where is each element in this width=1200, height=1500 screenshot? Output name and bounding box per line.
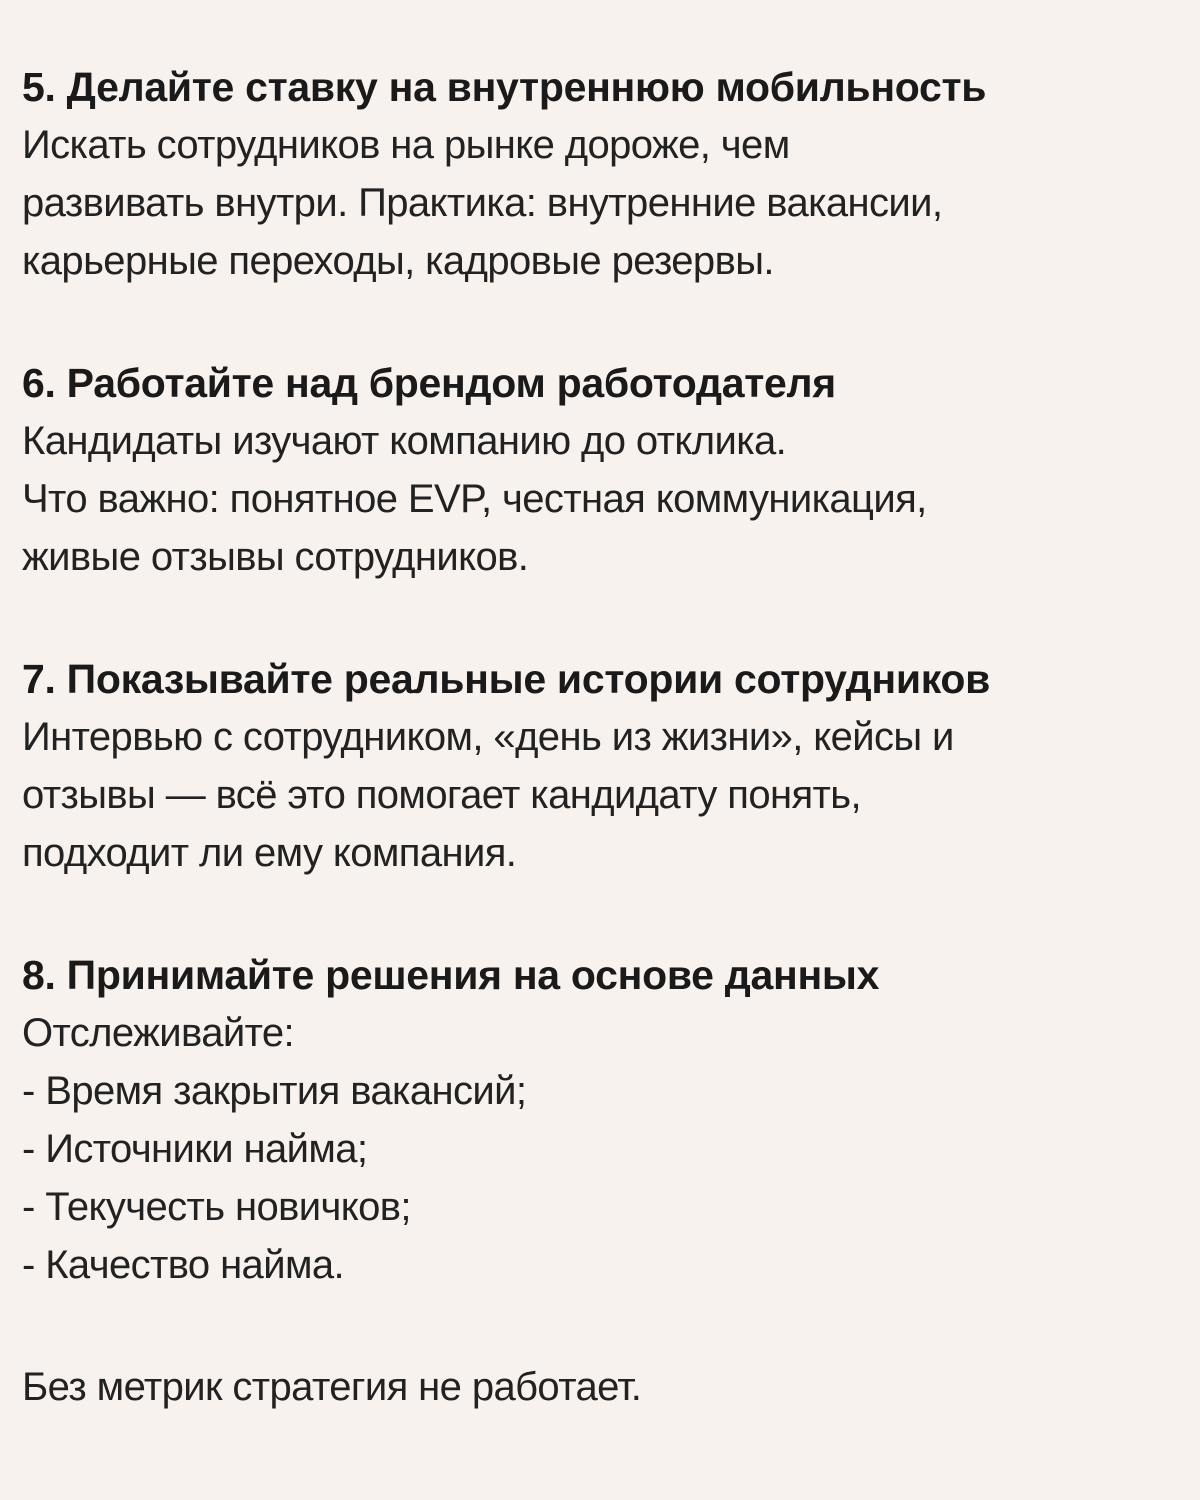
- section-employee-stories: [22, 650, 1182, 882]
- paragraph-line: Искать сотрудников на рынке дороже, чем: [22, 123, 790, 167]
- paragraph-line: Интервью с сотрудником, «день из жизни», кейсы и: [22, 715, 954, 759]
- paragraph-line: живые отзывы сотрудников.: [22, 535, 529, 579]
- list-item: - Качество найма.: [22, 1243, 345, 1287]
- section-heading: 5. Делайте ставку на внутреннюю мобильность: [22, 64, 987, 110]
- list-item: - Текучесть новичков;: [22, 1185, 411, 1229]
- paragraph-line: Что важно: понятное EVP, честная коммуникация,: [22, 477, 927, 521]
- section-internal-mobility: [22, 58, 1182, 290]
- paragraph-line: карьерные переходы, кадровые резервы.: [22, 239, 774, 283]
- section-heading: 8. Принимайте решения на основе данных: [22, 952, 880, 998]
- section-data-decisions: [22, 946, 1182, 1294]
- section-heading: 7. Показывайте реальные истории сотрудников: [22, 656, 991, 702]
- list-item: - Время закрытия вакансий;: [22, 1069, 527, 1113]
- paragraph-line: отзывы — всё это помогает кандидату понять,: [22, 773, 862, 817]
- paragraph-line: подходит ли ему компания.: [22, 831, 517, 875]
- section-heading: 6. Работайте над брендом работодателя: [22, 360, 836, 406]
- article-body: [22, 58, 1182, 1416]
- list-item: - Источники найма;: [22, 1127, 368, 1171]
- section-employer-brand: [22, 354, 1182, 586]
- paragraph-line: развивать внутри. Практика: внутренние вакансии,: [22, 181, 943, 225]
- paragraph-line: Кандидаты изучают компанию до отклика.: [22, 419, 787, 463]
- closing-statement: Без метрик стратегия не работает.: [22, 1365, 642, 1409]
- paragraph-line: Отслеживайте:: [22, 1011, 295, 1055]
